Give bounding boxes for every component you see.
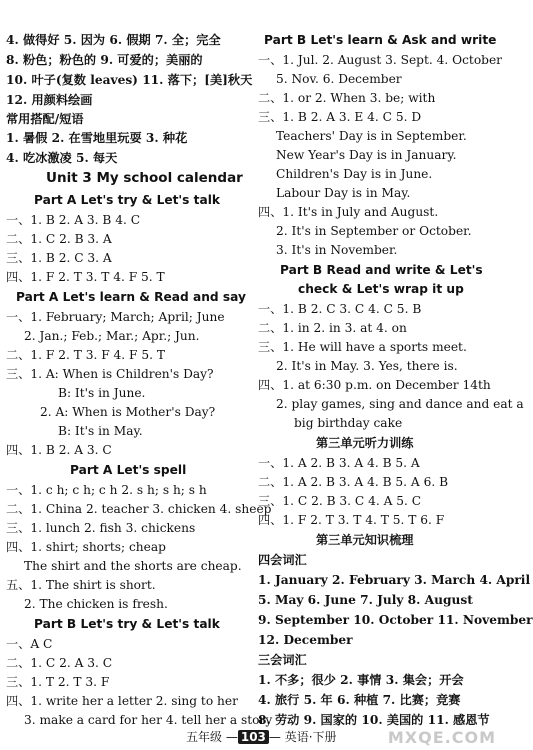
section-heading: Part A Let's try & Let's talk xyxy=(34,193,220,207)
answer-line: 2. It's in May. 3. Yes, there is. xyxy=(276,359,458,373)
answer-line: New Year's Day is in January. xyxy=(276,148,457,162)
answer-line: 三、1. He will have a sports meet. xyxy=(258,340,467,354)
answer-line: 三、1. T 2. T 3. F xyxy=(6,675,110,689)
section-heading: Unit 3 My school calendar xyxy=(46,170,243,186)
answer-line: 四、1. write her a letter 2. sing to her xyxy=(6,694,238,708)
footer-line xyxy=(186,728,337,745)
answer-line: 2. The chicken is fresh. xyxy=(24,597,168,611)
answer-line: 3. make a card for her 4. tell her a story xyxy=(24,713,273,727)
footer-dash: — xyxy=(225,730,238,744)
section-heading: 常用搭配/短语 xyxy=(6,112,84,126)
answer-line: 三、1. lunch 2. fish 3. chickens xyxy=(6,521,196,535)
answer-line: 4. 做得好 5. 因为 6. 假期 7. 全；完全 xyxy=(6,33,221,47)
page-footer xyxy=(0,726,500,750)
answer-line: 五、1. The shirt is short. xyxy=(6,578,156,592)
answer-line: Labour Day is in May. xyxy=(276,186,411,200)
answer-line: big birthday cake xyxy=(294,416,403,430)
answer-line: 一、1. February; March; April; June xyxy=(6,310,225,324)
answer-line: 5. Nov. 6. December xyxy=(276,72,402,86)
answer-line: 四、1. It's in July and August. xyxy=(258,205,439,219)
page-number: 103 xyxy=(238,730,269,744)
section-heading: 四会词汇 xyxy=(258,553,307,567)
answer-line: 8. 劳动 9. 国家的 10. 美国的 11. 感恩节 xyxy=(258,713,490,727)
answer-line: 四、1. at 6:30 p.m. on December 14th xyxy=(258,378,491,392)
section-heading: Part A Let's learn & Read and say xyxy=(16,290,246,304)
answer-line: 5. May 6. June 7. July 8. August xyxy=(258,593,473,607)
answer-line: B: It's in May. xyxy=(58,424,143,438)
answer-line: 一、A C xyxy=(6,637,53,651)
left-column xyxy=(0,0,273,728)
answer-line: 三、1. A: When is Children's Day? xyxy=(6,367,214,381)
answer-line: 一、1. Jul. 2. August 3. Sept. 4. October xyxy=(258,53,502,67)
answer-line: 二、1. C 2. A 3. C xyxy=(6,656,113,670)
answer-line: 二、1. A 2. B 3. A 4. B 5. A 6. B xyxy=(258,475,449,489)
answer-line: 3. It's in November. xyxy=(276,243,398,257)
answer-line: B: It's in June. xyxy=(58,386,146,400)
answer-line: 一、1. B 2. A 3. B 4. C xyxy=(6,213,141,227)
answer-line: 1. 不多；很少 2. 事情 3. 集会；开会 xyxy=(258,673,464,687)
section-heading: check & Let's wrap it up xyxy=(298,282,464,296)
answer-line: 四、1. F 2. T 3. T 4. T 5. T 6. F xyxy=(258,513,445,527)
answer-line: 2. A: When is Mother's Day? xyxy=(40,405,216,419)
answer-line: 12. 用颜料绘画 xyxy=(6,93,93,107)
answer-line: The shirt and the shorts are cheap. xyxy=(24,559,242,573)
answer-line: 一、1. A 2. B 3. A 4. B 5. A xyxy=(258,456,420,470)
answer-line: 一、1. c h; c h; c h 2. s h; s h; s h xyxy=(6,483,207,497)
watermark-logo: MXQE.COM xyxy=(387,728,496,747)
answer-line: 2. play games, sing and dance and eat a xyxy=(276,397,524,411)
answer-line: 8. 粉色；粉色的 9. 可爱的；美丽的 xyxy=(6,53,203,67)
answer-line: 9. September 10. October 11. November xyxy=(258,613,533,627)
answer-line: 10. 叶子(复数 leaves) 11. 落下；[美]秋天 xyxy=(6,73,253,87)
answer-line: 二、1. or 2. When 3. be; with xyxy=(258,91,436,105)
answer-line: 2. It's in September or October. xyxy=(276,224,472,238)
section-heading: 第三单元知识梳理 xyxy=(316,533,414,547)
answer-line: 三、1. B 2. A 3. E 4. C 5. D xyxy=(258,110,422,124)
footer-subject: 英语·下册 xyxy=(284,730,337,744)
answer-line: 三、1. C 2. B 3. C 4. A 5. C xyxy=(258,494,422,508)
section-heading: Part B Read and write & Let's xyxy=(280,263,483,277)
answer-line: 四、1. B 2. A 3. C xyxy=(6,443,112,457)
answer-line: 4. 吃冰激凌 5. 每天 xyxy=(6,151,118,165)
answer-line: Children's Day is in June. xyxy=(276,167,433,181)
answer-line: 1. January 2. February 3. March 4. April xyxy=(258,573,531,587)
section-heading: Part B Let's learn & Ask and write xyxy=(264,33,497,47)
section-heading: Part A Let's spell xyxy=(70,463,187,477)
section-heading: 第三单元听力训练 xyxy=(316,436,414,450)
answer-line: 二、1. China 2. teacher 3. chicken 4. sheep xyxy=(6,502,272,516)
answer-line: 2. Jan.; Feb.; Mar.; Apr.; Jun. xyxy=(24,329,200,343)
section-heading: Part B Let's try & Let's talk xyxy=(34,617,220,631)
answer-line: 三、1. B 2. C 3. A xyxy=(6,251,112,265)
answer-line: 1. 暑假 2. 在雪地里玩耍 3. 种花 xyxy=(6,131,188,145)
answer-line: 四、1. F 2. T 3. T 4. F 5. T xyxy=(6,270,165,284)
answer-line: 二、1. F 2. T 3. F 4. F 5. T xyxy=(6,348,166,362)
footer-dash-2: — xyxy=(268,730,285,744)
answer-line: 二、1. in 2. in 3. at 4. on xyxy=(258,321,407,335)
answer-line: 一、1. B 2. C 3. C 4. C 5. B xyxy=(258,302,422,316)
answer-line: 二、1. C 2. B 3. A xyxy=(6,232,112,246)
section-heading: 三会词汇 xyxy=(258,653,307,667)
answer-line: 四、1. shirt; shorts; cheap xyxy=(6,540,166,554)
answer-line: 4. 旅行 5. 年 6. 种植 7. 比赛；竞赛 xyxy=(258,693,461,707)
answer-line: Teachers' Day is in September. xyxy=(276,129,467,143)
footer-grade: 五年级 xyxy=(186,730,223,744)
right-column xyxy=(258,0,533,728)
answer-line: 12. December xyxy=(258,633,353,647)
